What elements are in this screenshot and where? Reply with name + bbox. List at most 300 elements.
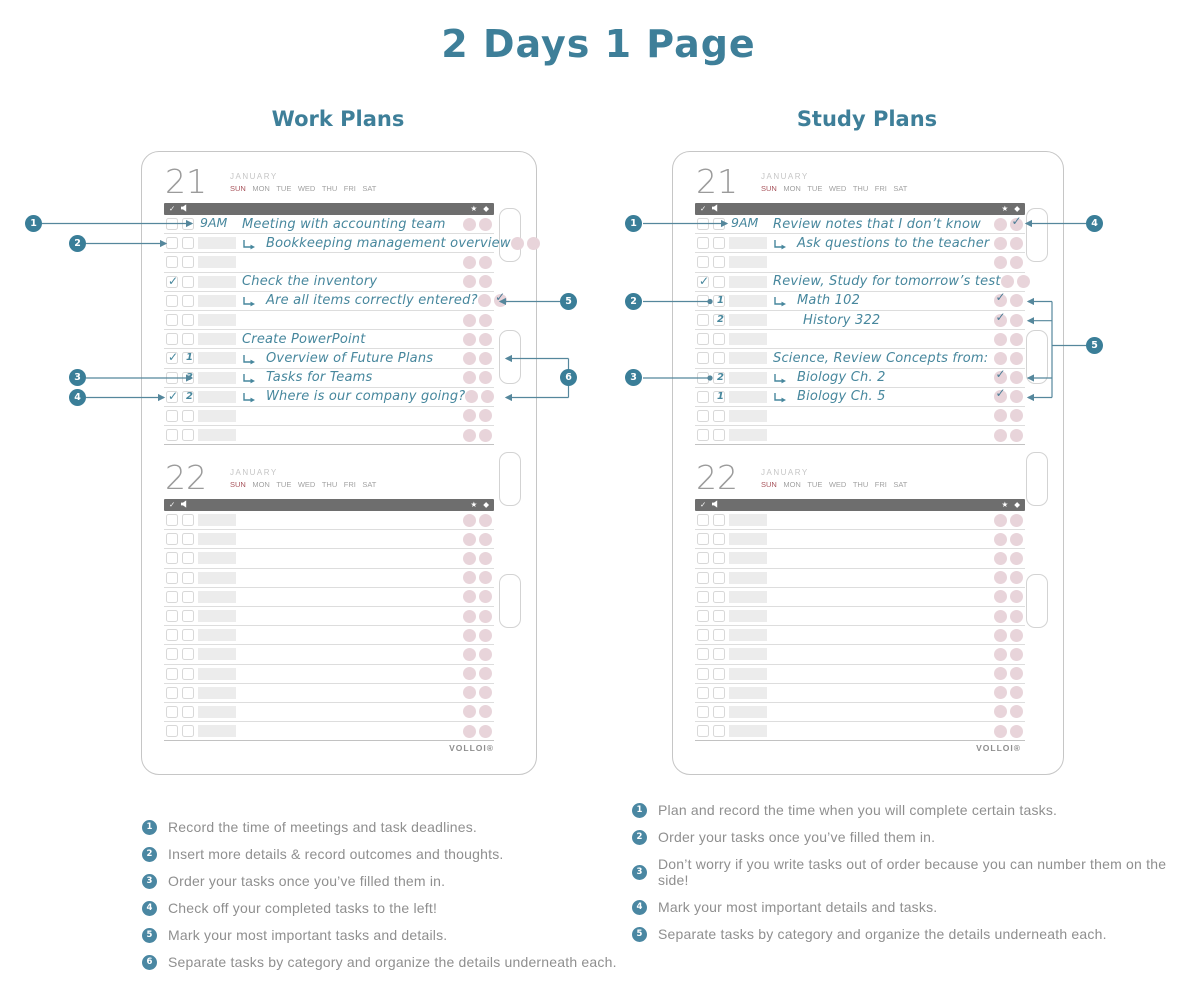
time-slot <box>198 314 236 326</box>
star-icon: ★ <box>470 204 478 214</box>
weekday-wed: WED <box>828 480 847 489</box>
work-callout-3: 3 <box>69 369 86 386</box>
time-slot <box>198 648 236 660</box>
row-header-bar <box>164 203 494 215</box>
legend-number-badge: 1 <box>632 803 647 818</box>
priority-dot-star <box>994 256 1007 269</box>
priority-dot-star <box>994 571 1007 584</box>
priority-dot-diamond <box>1010 533 1023 546</box>
task-row <box>164 549 494 568</box>
priority-dots <box>994 352 1023 365</box>
task-rows <box>164 511 494 741</box>
priority-dots <box>994 367 1023 384</box>
checkbox-done <box>697 725 709 737</box>
task-text: Where is our company going? <box>266 389 466 405</box>
checkbox-done <box>166 610 178 622</box>
time-slot <box>198 533 236 545</box>
check-icon: ✓ <box>169 500 176 510</box>
priority-dot-diamond <box>1010 429 1023 442</box>
priority-dot-star <box>463 705 476 718</box>
priority-dot-diamond <box>479 725 492 738</box>
task-text-area <box>773 389 994 404</box>
study-plans-heading: Study Plans <box>796 107 938 131</box>
diamond-icon: ◆ <box>483 204 489 214</box>
priority-dot-diamond <box>479 552 492 565</box>
priority-dot-star <box>994 386 1007 403</box>
side-tab <box>499 452 521 506</box>
priority-dots <box>463 705 492 718</box>
order-number: 3 <box>186 371 193 383</box>
task-text-area <box>773 351 994 366</box>
time-slot <box>198 256 236 268</box>
task-row <box>695 292 1025 311</box>
legend-text: Mark your most important details and tasks. <box>658 899 938 915</box>
task-text: Biology Ch. 2 <box>797 370 886 386</box>
task-row <box>164 273 494 292</box>
priority-dot-star <box>463 667 476 680</box>
priority-dot-diamond <box>1010 725 1023 738</box>
order-number: 1 <box>717 294 724 306</box>
speaker-icon <box>712 204 720 214</box>
task-text: Create PowerPoint <box>242 331 366 347</box>
priority-dots <box>463 610 492 623</box>
checkbox-order <box>182 276 194 288</box>
time-slot <box>198 410 236 422</box>
time-slot <box>729 572 767 584</box>
time-slot <box>729 610 767 622</box>
checkbox-done <box>697 333 709 345</box>
priority-dot-star <box>463 429 476 442</box>
task-text-area <box>242 236 511 251</box>
checkbox-order <box>182 687 194 699</box>
study-planner-page <box>672 151 1064 775</box>
task-rows <box>695 511 1025 741</box>
priority-dots <box>994 290 1023 307</box>
work-callout-1: 1 <box>25 215 42 232</box>
priority-dot-diamond <box>1010 610 1023 623</box>
task-text: Review, Study for tomorrow’s test <box>773 274 1001 290</box>
priority-dots <box>463 552 492 565</box>
time-slot <box>198 629 236 641</box>
priority-dot-star <box>463 590 476 603</box>
priority-dot-diamond <box>1010 629 1023 642</box>
checkbox-order <box>182 391 194 403</box>
task-row <box>695 511 1025 530</box>
priority-dots <box>994 590 1023 603</box>
study-callout-4: 4 <box>1086 215 1103 232</box>
sub-arrow-icon <box>242 239 255 251</box>
task-text-area <box>773 313 994 328</box>
checkbox-done <box>166 706 178 718</box>
time-slot <box>198 372 236 384</box>
important-mark: ✓ <box>995 367 1006 382</box>
time-slot <box>198 610 236 622</box>
weekday-sun: SUN <box>230 480 246 489</box>
priority-dot-star <box>463 352 476 365</box>
weekday-tue: TUE <box>276 480 292 489</box>
work-legend <box>142 819 617 970</box>
priority-dot-star <box>463 371 476 384</box>
weekday-sun: SUN <box>761 184 777 193</box>
legend-number-badge: 1 <box>142 820 157 835</box>
sub-arrow-icon <box>773 373 786 385</box>
checkbox-order <box>182 429 194 441</box>
priority-dots <box>463 514 492 527</box>
priority-dot-star <box>994 705 1007 718</box>
priority-dots <box>463 686 492 699</box>
priority-dots <box>994 237 1023 250</box>
time-slot <box>729 410 767 422</box>
side-tab <box>1026 574 1048 628</box>
checkbox-done <box>697 572 709 584</box>
header-bar-right-icons <box>470 501 489 509</box>
priority-dot-diamond <box>1010 590 1023 603</box>
task-row <box>164 588 494 607</box>
checkbox-done <box>697 706 709 718</box>
checkbox-order <box>182 648 194 660</box>
time-slot <box>729 256 767 268</box>
time-slot <box>198 391 236 403</box>
task-row <box>164 530 494 549</box>
side-tab <box>1026 208 1048 262</box>
priority-dot-diamond <box>479 352 492 365</box>
side-tab <box>499 574 521 628</box>
priority-dots <box>478 290 507 307</box>
checkbox-done <box>166 256 178 268</box>
diamond-icon: ◆ <box>1014 204 1020 214</box>
weekday-tue: TUE <box>276 184 292 193</box>
time-slot <box>729 391 767 403</box>
weekday-sat: SAT <box>893 184 908 193</box>
weekday-thu: THU <box>852 184 869 193</box>
task-text-area <box>242 274 463 289</box>
task-row <box>164 369 494 388</box>
task-text: Meeting with accounting team <box>242 216 446 232</box>
checkbox-order <box>713 687 725 699</box>
priority-dot-star <box>463 409 476 422</box>
legend-text: Separate tasks by category and organize the details underneath each. <box>168 954 617 970</box>
checkbox-done <box>166 514 178 526</box>
day-number: 21 <box>165 162 207 201</box>
priority-dot-star <box>994 333 1007 346</box>
important-mark: ✓ <box>995 386 1006 401</box>
header-bar-left-icons <box>700 204 720 214</box>
task-row <box>695 388 1025 407</box>
priority-dot-star <box>994 552 1007 565</box>
work-callout-5: 5 <box>560 293 577 310</box>
priority-dot-diamond <box>1010 667 1023 680</box>
day-number: 21 <box>696 162 738 201</box>
task-row <box>164 215 494 234</box>
time-slot <box>729 706 767 718</box>
speaker-icon <box>712 500 720 510</box>
checkbox-order <box>713 237 725 249</box>
priority-dot-diamond <box>479 275 492 288</box>
time-slot <box>198 514 236 526</box>
checkbox-order <box>713 391 725 403</box>
sub-arrow-icon <box>242 392 255 404</box>
priority-dot-diamond <box>479 571 492 584</box>
checkbox-done <box>166 410 178 422</box>
time-slot <box>198 276 236 288</box>
legend-item <box>142 873 617 889</box>
checkbox-order <box>713 629 725 641</box>
task-text-area <box>242 389 465 404</box>
header-bar-right-icons <box>470 205 489 213</box>
priority-dot-diamond <box>479 533 492 546</box>
weekday-mon: MON <box>252 480 270 489</box>
priority-dot-diamond <box>1010 213 1023 231</box>
task-row <box>164 703 494 722</box>
task-row <box>164 426 494 445</box>
checkbox-done <box>697 648 709 660</box>
priority-dots <box>463 275 492 288</box>
side-tab <box>499 330 521 384</box>
time-slot <box>198 295 236 307</box>
priority-dots <box>463 648 492 661</box>
time-slot <box>729 372 767 384</box>
weekday-tue: TUE <box>807 480 823 489</box>
task-text-area <box>242 293 478 308</box>
task-text: Bookkeeping management overview <box>266 235 511 251</box>
weekday-sat: SAT <box>362 480 377 489</box>
priority-dot-diamond <box>1010 333 1023 346</box>
checkbox-done <box>166 429 178 441</box>
task-row <box>695 369 1025 388</box>
study-callout-5: 5 <box>1086 337 1103 354</box>
priority-dots <box>994 610 1023 623</box>
checkbox-order <box>182 533 194 545</box>
priority-dot-star <box>463 514 476 527</box>
task-row <box>164 607 494 626</box>
task-text-area <box>242 370 463 385</box>
priority-dot-star <box>994 429 1007 442</box>
task-text-area <box>773 293 994 308</box>
day-number: 22 <box>165 458 207 497</box>
task-row <box>164 388 494 407</box>
priority-dot-diamond <box>1010 256 1023 269</box>
checkbox-done <box>697 273 710 288</box>
weekday-strip <box>761 480 914 489</box>
month-label: JANUARY <box>230 172 278 181</box>
brand-logo: VOLLOI® <box>449 743 494 753</box>
checkbox-order <box>713 352 725 364</box>
legend-item <box>142 927 617 943</box>
priority-dot-diamond <box>479 629 492 642</box>
month-label: JANUARY <box>230 468 278 477</box>
priority-dots <box>994 333 1023 346</box>
checkbox-done <box>166 352 178 364</box>
task-text: Review notes that I don’t know <box>773 216 981 232</box>
time-slot <box>198 237 236 249</box>
task-row <box>164 511 494 530</box>
priority-dot-diamond <box>479 514 492 527</box>
header-bar-left-icons <box>169 500 189 510</box>
sub-arrow-icon <box>242 354 255 366</box>
task-text: Check the inventory <box>242 274 378 290</box>
priority-dot-star <box>994 237 1007 250</box>
priority-dot-diamond <box>1010 514 1023 527</box>
priority-dots <box>463 629 492 642</box>
checkbox-done <box>166 273 179 288</box>
side-tab <box>1026 452 1048 506</box>
priority-dot-diamond <box>479 648 492 661</box>
legend-item <box>142 846 617 862</box>
check-icon: ✓ <box>700 204 707 214</box>
task-row <box>164 330 494 349</box>
checkbox-done <box>697 552 709 564</box>
time-handwriting: 9AM <box>200 215 228 231</box>
legend-number-badge: 2 <box>142 847 157 862</box>
star-icon: ★ <box>1001 204 1009 214</box>
priority-dot-diamond <box>1010 705 1023 718</box>
task-row <box>695 426 1025 445</box>
legend-text: Order your tasks once you’ve filled them in. <box>168 873 446 889</box>
important-mark: ✓ <box>495 290 506 305</box>
checkbox-done <box>697 429 709 441</box>
checkbox-done <box>697 372 709 384</box>
row-header-bar <box>164 499 494 511</box>
priority-dots <box>463 409 492 422</box>
legend-text: Plan and record the time when you will complete certain tasks. <box>658 802 1058 818</box>
priority-dots <box>994 429 1023 442</box>
priority-dot-star <box>994 686 1007 699</box>
weekday-fri: FRI <box>343 184 356 193</box>
priority-dot-star <box>994 409 1007 422</box>
legend-number-badge: 5 <box>632 927 647 942</box>
priority-dots <box>994 725 1023 738</box>
task-row <box>695 588 1025 607</box>
legend-number-badge: 4 <box>142 901 157 916</box>
legend-item <box>632 829 1197 845</box>
weekday-thu: THU <box>321 184 338 193</box>
weekday-wed: WED <box>828 184 847 193</box>
priority-dot-diamond <box>479 409 492 422</box>
checkbox-done <box>166 648 178 660</box>
checkbox-order <box>713 572 725 584</box>
priority-dots <box>463 533 492 546</box>
check-mark: ✓ <box>699 273 710 288</box>
weekday-thu: THU <box>321 480 338 489</box>
weekday-mon: MON <box>252 184 270 193</box>
checkbox-done <box>166 388 179 403</box>
priority-dots <box>994 571 1023 584</box>
speaker-icon <box>181 500 189 510</box>
checkbox-order <box>182 706 194 718</box>
task-text-area <box>242 332 463 347</box>
legend-number-badge: 3 <box>142 874 157 889</box>
task-row <box>695 626 1025 645</box>
checkbox-done <box>166 533 178 545</box>
task-row <box>164 645 494 664</box>
important-mark: ✓ <box>1011 213 1022 228</box>
priority-dot-diamond <box>481 390 494 403</box>
weekday-fri: FRI <box>874 184 887 193</box>
checkbox-order <box>182 572 194 584</box>
priority-dots <box>994 256 1023 269</box>
checkbox-done <box>697 352 709 364</box>
priority-dot-star <box>994 352 1007 365</box>
checkbox-done <box>697 218 709 230</box>
priority-dot-star <box>994 514 1007 527</box>
task-row <box>164 684 494 703</box>
priority-dot-diamond <box>479 314 492 327</box>
sub-arrow-icon <box>242 373 255 385</box>
priority-dots <box>994 386 1023 403</box>
task-row <box>695 530 1025 549</box>
checkbox-order <box>713 410 725 422</box>
task-text: History 322 <box>803 312 881 328</box>
legend-text: Separate tasks by category and organize the details underneath each. <box>658 926 1107 942</box>
checkbox-done <box>166 591 178 603</box>
priority-dots <box>994 533 1023 546</box>
star-icon: ★ <box>1001 500 1009 510</box>
priority-dots <box>463 256 492 269</box>
task-row <box>695 349 1025 368</box>
checkbox-order <box>182 610 194 622</box>
priority-dot-diamond <box>1017 275 1030 288</box>
legend-text: Order your tasks once you’ve filled them in. <box>658 829 936 845</box>
sub-arrow-icon <box>773 239 786 251</box>
task-row <box>695 569 1025 588</box>
weekday-sat: SAT <box>893 480 908 489</box>
time-slot <box>729 514 767 526</box>
priority-dot-star <box>463 725 476 738</box>
weekday-fri: FRI <box>343 480 356 489</box>
priority-dot-diamond <box>479 429 492 442</box>
priority-dot-diamond <box>1010 648 1023 661</box>
study-callout-2: 2 <box>625 293 642 310</box>
priority-dot-diamond <box>479 371 492 384</box>
task-rows <box>164 215 511 445</box>
sub-arrow-icon <box>242 296 255 308</box>
task-row <box>164 290 506 311</box>
legend-item <box>632 926 1197 942</box>
checkbox-order <box>713 533 725 545</box>
checkbox-order <box>713 552 725 564</box>
priority-dot-star <box>994 533 1007 546</box>
checkbox-done <box>166 668 178 680</box>
time-slot <box>198 352 236 364</box>
priority-dots <box>511 237 540 250</box>
checkbox-order <box>182 256 194 268</box>
priority-dot-diamond <box>1010 237 1023 250</box>
task-row <box>695 684 1025 703</box>
task-row <box>164 665 494 684</box>
time-slot <box>729 629 767 641</box>
priority-dots <box>994 552 1023 565</box>
priority-dots <box>463 218 492 231</box>
weekday-strip <box>761 184 914 193</box>
priority-dot-star <box>994 667 1007 680</box>
checkbox-order <box>713 276 725 288</box>
task-row <box>695 703 1025 722</box>
priority-dot-diamond <box>479 218 492 231</box>
time-slot <box>198 552 236 564</box>
time-slot <box>198 725 236 737</box>
important-mark: ✓ <box>995 309 1006 324</box>
order-number: 1 <box>717 390 724 402</box>
legend-number-badge: 5 <box>142 928 157 943</box>
checkbox-done <box>166 237 178 249</box>
priority-dots <box>994 705 1023 718</box>
weekday-strip <box>230 184 383 193</box>
time-handwriting: 9AM <box>731 215 759 231</box>
task-text-area <box>773 236 994 251</box>
priority-dot-diamond <box>479 333 492 346</box>
work-planner-page <box>141 151 537 775</box>
priority-dot-diamond <box>479 667 492 680</box>
